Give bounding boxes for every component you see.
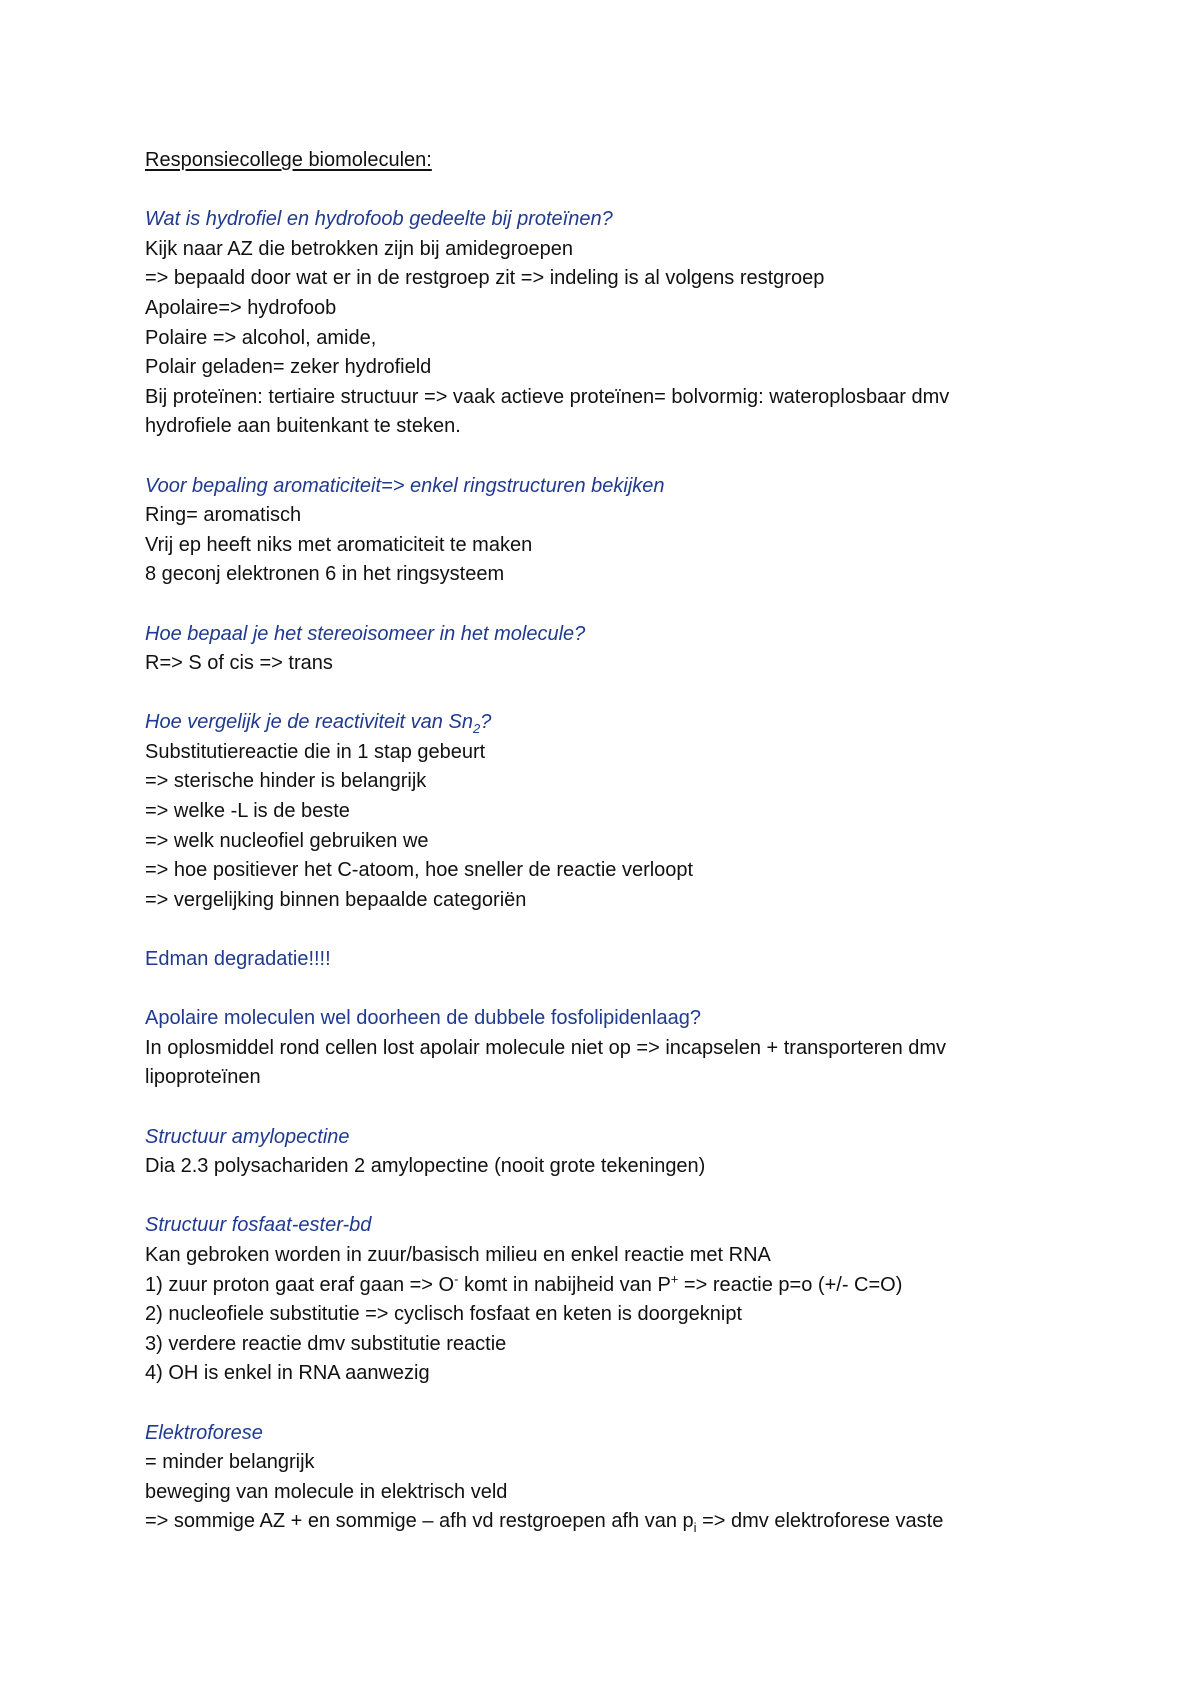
spacer [145, 176, 1075, 206]
text-part: => sommige AZ + en sommige – afh vd restgroepen afh van p [145, 1510, 694, 1533]
answer-line: Dia 2.3 polysachariden 2 amylopectine (nooit grote tekeningen) [145, 1155, 706, 1178]
answer-line: = minder belangrijk [145, 1451, 315, 1474]
text-part: komt in nabijheid van P [458, 1273, 671, 1296]
answer-line: Polaire => alcohol, amide, [145, 326, 377, 349]
question-text: Hoe vergelijk je de reactiviteit van Sn [145, 711, 473, 734]
answer-line: => sterische hinder is belangrijk [145, 770, 427, 793]
answer-line: => bepaald door wat er in de restgroep zit => indeling is al volgens restgroep [145, 267, 825, 290]
spacer [145, 679, 1075, 709]
text-part: => reactie p=o (+/- C=O) [678, 1273, 903, 1296]
text-part: => dmv elektroforese vaste [696, 1510, 944, 1533]
spacer [145, 1093, 1075, 1123]
question-fosfaat-ester: Structuur fosfaat-ester-bd [145, 1214, 372, 1237]
spacer [145, 915, 1075, 945]
spacer [145, 590, 1075, 620]
document-body [145, 146, 1075, 1537]
answer-line: Ring= aromatisch [145, 504, 302, 527]
answer-line: Kijk naar AZ die betrokken zijn bij amidegroepen [145, 237, 574, 260]
superscript: - [454, 1270, 459, 1286]
answer-line: => welke -L is de beste [145, 800, 350, 823]
answer-line: lipoproteïnen [145, 1066, 261, 1089]
answer-line: => vergelijking binnen bepaalde categoriën [145, 888, 527, 911]
heading-edman: Edman degradatie!!!! [145, 948, 331, 971]
answer-line: R=> S of cis => trans [145, 652, 333, 675]
answer-line: Apolaire=> hydrofoob [145, 296, 337, 319]
answer-line [145, 1271, 1075, 1301]
answer-line: 8 geconj elektronen 6 in het ringsysteem [145, 563, 505, 586]
subscript: i [693, 1520, 697, 1536]
answer-line: Vrij ep heeft niks met aromaticiteit te maken [145, 533, 533, 556]
answer-line [145, 1507, 1075, 1537]
question-mark: ? [480, 711, 492, 734]
spacer [145, 975, 1075, 1005]
question-stereoisomeer: Hoe bepaal je het stereoisomeer in het molecule? [145, 622, 586, 645]
answer-line: 3) verdere reactie dmv substitutie reactie [145, 1332, 507, 1355]
question-aromaticiteit: Voor bepaling aromaticiteit=> enkel ringstructuren bekijken [145, 474, 665, 497]
question-amylopectine: Structuur amylopectine [145, 1125, 350, 1148]
answer-line: hydrofiele aan buitenkant te steken. [145, 415, 461, 438]
answer-line: => welk nucleofiel gebruiken we [145, 829, 429, 852]
answer-line: Polair geladen= zeker hydrofield [145, 356, 432, 379]
spacer [145, 442, 1075, 472]
answer-line: Kan gebroken worden in zuur/basisch milieu en enkel reactie met RNA [145, 1243, 771, 1266]
spacer [145, 1182, 1075, 1212]
document-title: Responsiecollege biomoleculen: [145, 149, 432, 171]
subscript: 2 [472, 721, 481, 737]
answer-line: In oplosmiddel rond cellen lost apolair molecule niet op => incapselen + transporteren dmv [145, 1036, 947, 1059]
superscript: + [670, 1270, 679, 1286]
question-elektroforese: Elektroforese [145, 1421, 263, 1444]
answer-line: Bij proteïnen: tertiaire structuur => vaak actieve proteïnen= bolvormig: wateroplosbaar dmv [145, 385, 950, 408]
spacer [145, 1389, 1075, 1419]
question-reactiviteit [145, 708, 1075, 738]
question-hydrofiel: Wat is hydrofiel en hydrofoob gedeelte bij proteïnen? [145, 208, 613, 231]
answer-line: beweging van molecule in elektrisch veld [145, 1480, 508, 1503]
answer-line: 4) OH is enkel in RNA aanwezig [145, 1362, 430, 1385]
answer-line: => hoe positiever het C-atoom, hoe sneller de reactie verloopt [145, 859, 694, 882]
heading-apolaire-moleculen: Apolaire moleculen wel doorheen de dubbele fosfolipidenlaag? [145, 1007, 701, 1030]
answer-line: Substitutiereactie die in 1 stap gebeurt [145, 740, 486, 763]
answer-line: 2) nucleofiele substitutie => cyclisch fosfaat en keten is doorgeknipt [145, 1303, 743, 1326]
text-part: 1) zuur proton gaat eraf gaan => O [145, 1273, 455, 1296]
